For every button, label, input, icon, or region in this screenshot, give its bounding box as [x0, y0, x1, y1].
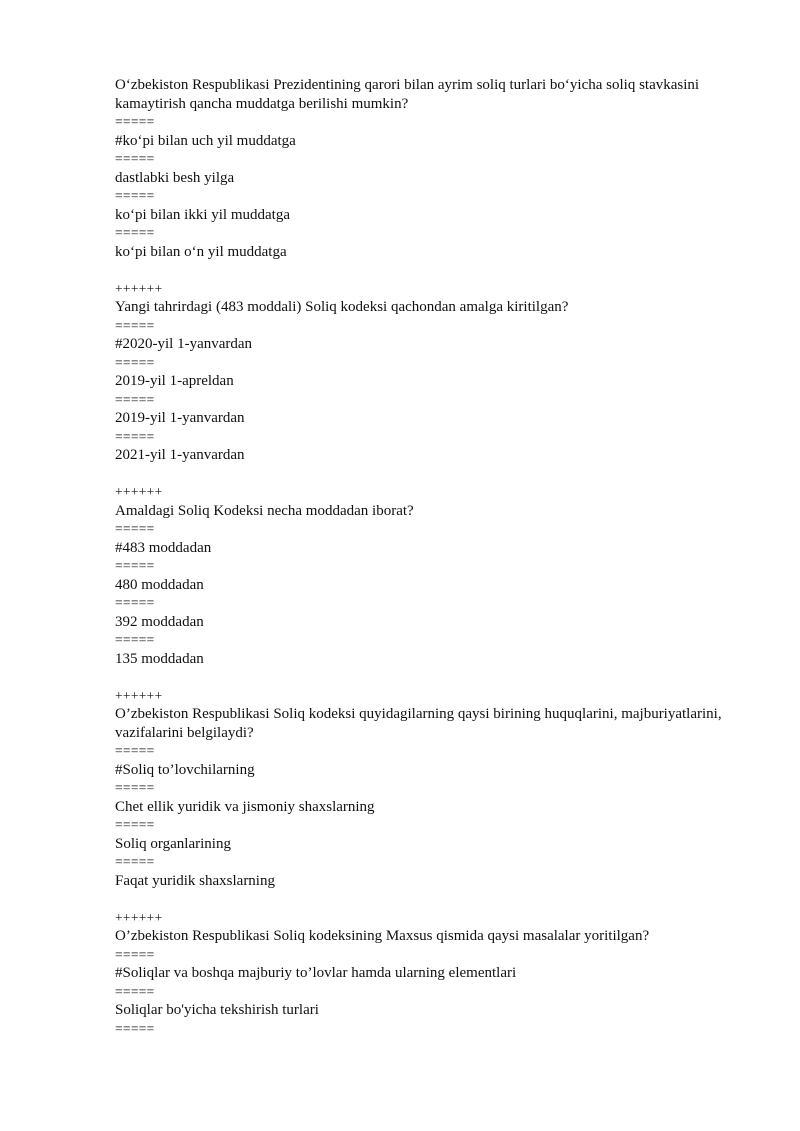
- answer-option: Soliqlar bo'yicha tekshirish turlari: [115, 1002, 319, 1018]
- answer-separator: =====: [115, 428, 155, 444]
- answer-separator: =====: [115, 632, 155, 647]
- question-text: O’zbekiston Respublikasi Soliq kodeksi quyidagilarning qaysi birining huquqlarini, majburiyatlarini, vazifalarini belgilaydi?: [115, 706, 722, 741]
- answer-option: ko‘pi bilan ikki yil muddatga: [115, 206, 290, 223]
- question-separator: ++++++: [115, 280, 163, 296]
- answer-option: 2019-yil 1-yanvardan: [115, 410, 245, 426]
- answer-separator: =====: [115, 817, 155, 832]
- answer-option: 2019-yil 1-apreldan: [115, 373, 234, 389]
- answer-separator: =====: [115, 983, 155, 999]
- answer-option: 392 moddadan: [115, 613, 204, 630]
- answer-separator: =====: [115, 595, 155, 610]
- answer-separator: =====: [115, 317, 155, 333]
- answer-option: #Soliqlar va boshqa majburiy to’lovlar hamda ularning elementlari: [115, 965, 517, 981]
- answer-option: 2021-yil 1-yanvardan: [115, 447, 245, 463]
- answer-separator: =====: [115, 946, 155, 962]
- answer-separator: =====: [115, 151, 155, 166]
- answer-option: Faqat yuridik shaxslarning: [115, 872, 275, 889]
- question-text: O’zbekiston Respublikasi Soliq kodeksining Maxsus qismida qaysi masalalar yoritilgan?: [115, 928, 650, 944]
- question-separator: ++++++: [115, 687, 163, 703]
- answer-option: Soliq organlarining: [115, 835, 231, 852]
- question-block-1: [115, 76, 755, 261]
- question-block-2: [115, 280, 755, 465]
- answer-option: #ko‘pi bilan uch yil muddatga: [115, 132, 296, 149]
- question-block-4: [115, 687, 755, 891]
- answer-separator: =====: [115, 225, 155, 240]
- answer-option: #2020-yil 1-yanvardan: [115, 336, 253, 352]
- answer-option: #Soliq to’lovchilarning: [115, 761, 255, 778]
- question-text: Yangi tahrirdagi (483 moddali) Soliq kodeksi qachondan amalga kiritilgan?: [115, 299, 569, 315]
- answer-option: 480 moddadan: [115, 576, 204, 593]
- answer-option: ko‘pi bilan o‘n yil muddatga: [115, 243, 287, 260]
- answer-option: dastlabki besh yilga: [115, 169, 235, 186]
- document-page: [115, 76, 755, 1038]
- question-block-5: [115, 909, 755, 1039]
- question-block-3: [115, 483, 755, 668]
- question-separator: ++++++: [115, 484, 163, 499]
- answer-separator: =====: [115, 743, 155, 758]
- question-text: O‘zbekiston Respublikasi Prezidentining qarori bilan ayrim soliq turlari bo‘yicha soliq stavkasini kamaytirish qancha muddatga berilishi mumkin?: [115, 77, 700, 112]
- answer-option: 135 moddadan: [115, 650, 204, 667]
- answer-separator: =====: [115, 780, 155, 795]
- answer-separator: =====: [115, 354, 155, 370]
- answer-separator: =====: [115, 391, 155, 407]
- answer-separator: =====: [115, 558, 155, 573]
- answer-separator: =====: [115, 854, 155, 869]
- question-text: Amaldagi Soliq Kodeksi necha moddadan iborat?: [115, 502, 414, 519]
- answer-separator: =====: [115, 188, 155, 203]
- question-separator: ++++++: [115, 909, 163, 925]
- answer-option: #483 moddadan: [115, 539, 212, 556]
- answer-separator: =====: [115, 114, 155, 129]
- answer-separator: =====: [115, 1020, 155, 1036]
- answer-option: Chet ellik yuridik va jismoniy shaxslarning: [115, 798, 375, 815]
- answer-separator: =====: [115, 521, 155, 536]
